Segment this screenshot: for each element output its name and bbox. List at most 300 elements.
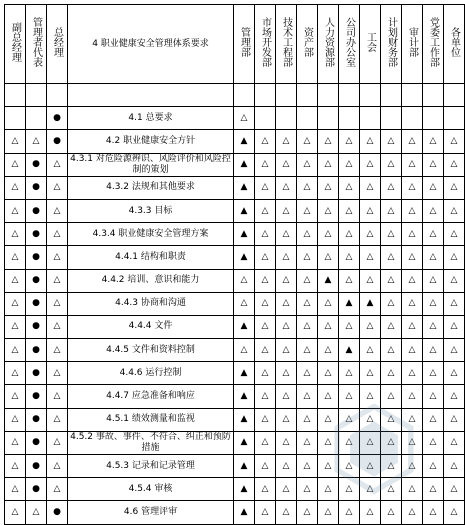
dept-cell-8: △ (402, 130, 423, 153)
gm-cell: ● (47, 501, 68, 524)
dept-cell-9: △ (423, 223, 444, 246)
table-row (5, 478, 465, 501)
dept-cell-9: △ (423, 339, 444, 362)
dept-cell-8: △ (402, 408, 423, 431)
table-row (5, 339, 465, 362)
dept-cell-6: △ (360, 223, 381, 246)
rep-cell: ● (26, 223, 47, 246)
dept-cell-3: △ (297, 385, 318, 408)
dept-cell-8: △ (402, 199, 423, 222)
table-row (5, 107, 465, 130)
dept-cell-8 (402, 107, 423, 130)
dept-cell-8: △ (402, 501, 423, 524)
dept-cell-1: △ (255, 176, 276, 199)
dept-cell-5: △ (339, 153, 360, 176)
dept-cell-2: △ (276, 385, 297, 408)
dept-cell-2: △ (276, 269, 297, 292)
dept-cell-0: ▲ (234, 501, 255, 524)
dept-cell-4: ▲ (318, 269, 339, 292)
leader-cell: △ (5, 315, 26, 338)
dept-cell-1: △ (255, 339, 276, 362)
leader-cell (5, 84, 26, 107)
dept-cell-10: △ (444, 455, 465, 478)
leader-cell: △ (5, 176, 26, 199)
dept-cell-1: △ (255, 362, 276, 385)
gm-cell: △ (47, 455, 68, 478)
rep-cell: ● (26, 292, 47, 315)
table-row (5, 455, 465, 478)
table-row (5, 431, 465, 454)
dept-cell-4: △ (318, 339, 339, 362)
table-row (5, 130, 465, 153)
dept-cell-7: △ (381, 130, 402, 153)
dept-cell-5: △ (339, 269, 360, 292)
rep-cell: ● (26, 408, 47, 431)
dept-cell-7: △ (381, 455, 402, 478)
dept-cell-0 (234, 84, 255, 107)
dept-cell-1: △ (255, 501, 276, 524)
dept-cell-0: △ (234, 292, 255, 315)
dept-cell-6: △ (360, 478, 381, 501)
header-dept-6: 工会 (360, 5, 381, 84)
dept-cell-4: △ (318, 315, 339, 338)
dept-cell-5: △ (339, 315, 360, 338)
dept-cell-4 (318, 107, 339, 130)
gm-cell: ● (47, 130, 68, 153)
leader-cell: △ (5, 385, 26, 408)
dept-cell-9: △ (423, 199, 444, 222)
dept-cell-3: △ (297, 339, 318, 362)
dept-cell-5: △ (339, 408, 360, 431)
leader-cell: △ (5, 130, 26, 153)
gm-cell: △ (47, 246, 68, 269)
rep-cell: ● (26, 385, 47, 408)
table-row (5, 176, 465, 199)
dept-cell-8: △ (402, 223, 423, 246)
dept-cell-6: △ (360, 130, 381, 153)
dept-cell-1: △ (255, 431, 276, 454)
dept-cell-1: △ (255, 223, 276, 246)
dept-cell-7: △ (381, 501, 402, 524)
rep-cell: ● (26, 455, 47, 478)
dept-cell-2: △ (276, 362, 297, 385)
requirement-cell: 4.1 总要求 (68, 107, 234, 130)
dept-cell-7: △ (381, 408, 402, 431)
dept-cell-6: △ (360, 315, 381, 338)
dept-cell-5: △ (339, 223, 360, 246)
dept-cell-7: △ (381, 478, 402, 501)
gm-cell (47, 84, 68, 107)
dept-cell-5 (339, 84, 360, 107)
requirement-cell (68, 84, 234, 107)
dept-cell-5: ▲ (339, 339, 360, 362)
dept-cell-3: △ (297, 455, 318, 478)
dept-cell-3: △ (297, 199, 318, 222)
dept-cell-9: △ (423, 176, 444, 199)
dept-cell-1: △ (255, 130, 276, 153)
header-leader: 副总经理 (5, 5, 26, 84)
dept-cell-2: △ (276, 478, 297, 501)
dept-cell-8 (402, 84, 423, 107)
dept-cell-5 (339, 107, 360, 130)
dept-cell-9: △ (423, 130, 444, 153)
dept-cell-9: △ (423, 501, 444, 524)
header-dept-2: 技术工程部 (276, 5, 297, 84)
dept-cell-9: △ (423, 385, 444, 408)
header-dept-7: 计划财务部 (381, 5, 402, 84)
dept-cell-6: △ (360, 385, 381, 408)
table-row (5, 269, 465, 292)
dept-cell-1: △ (255, 478, 276, 501)
dept-cell-9: △ (423, 478, 444, 501)
dept-cell-9: △ (423, 269, 444, 292)
requirement-cell: 4.4.5 文件和资料控制 (68, 339, 234, 362)
dept-cell-7: △ (381, 199, 402, 222)
dept-cell-9: △ (423, 408, 444, 431)
dept-cell-7: △ (381, 223, 402, 246)
dept-cell-7: △ (381, 269, 402, 292)
leader-cell: △ (5, 223, 26, 246)
dept-cell-5: △ (339, 199, 360, 222)
gm-cell: △ (47, 153, 68, 176)
dept-cell-10: △ (444, 385, 465, 408)
table-row (5, 362, 465, 385)
dept-cell-3 (297, 107, 318, 130)
dept-cell-5: △ (339, 362, 360, 385)
rep-cell (26, 107, 47, 130)
dept-cell-7 (381, 107, 402, 130)
dept-cell-1: △ (255, 246, 276, 269)
requirement-cell: 4.3.3 目标 (68, 199, 234, 222)
gm-cell: △ (47, 431, 68, 454)
leader-cell: △ (5, 292, 26, 315)
dept-cell-7: △ (381, 339, 402, 362)
dept-cell-5: △ (339, 385, 360, 408)
header-gm: 总经理 (47, 5, 68, 84)
leader-cell: △ (5, 339, 26, 362)
dept-cell-2: △ (276, 408, 297, 431)
dept-cell-10: △ (444, 478, 465, 501)
dept-cell-6: △ (360, 176, 381, 199)
rep-cell: ● (26, 431, 47, 454)
dept-cell-10: △ (444, 315, 465, 338)
rep-cell: ● (26, 315, 47, 338)
table-row (5, 385, 465, 408)
dept-cell-10: △ (444, 130, 465, 153)
dept-cell-6: △ (360, 269, 381, 292)
dept-cell-0: ▲ (234, 315, 255, 338)
dept-cell-1: △ (255, 269, 276, 292)
dept-cell-7: △ (381, 315, 402, 338)
dept-cell-1: △ (255, 408, 276, 431)
dept-cell-6: △ (360, 199, 381, 222)
dept-cell-5: △ (339, 176, 360, 199)
requirement-cell: 4.4.2 培训、意识和能力 (68, 269, 234, 292)
gm-cell: △ (47, 385, 68, 408)
dept-cell-8: △ (402, 362, 423, 385)
header-dept-10: 各单位 (444, 5, 465, 84)
dept-cell-0: ▲ (234, 223, 255, 246)
requirement-cell: 4.4.3 协商和沟通 (68, 292, 234, 315)
dept-cell-10: △ (444, 199, 465, 222)
dept-cell-3: △ (297, 431, 318, 454)
dept-cell-2: △ (276, 339, 297, 362)
leader-cell: △ (5, 269, 26, 292)
dept-cell-8: △ (402, 385, 423, 408)
dept-cell-9: △ (423, 455, 444, 478)
dept-cell-8: △ (402, 153, 423, 176)
dept-cell-1: △ (255, 315, 276, 338)
dept-cell-3: △ (297, 292, 318, 315)
dept-cell-4 (318, 84, 339, 107)
header-dept-1: 市场开发部 (255, 5, 276, 84)
dept-cell-1 (255, 107, 276, 130)
dept-cell-8: △ (402, 431, 423, 454)
rep-cell: ● (26, 269, 47, 292)
dept-cell-10 (444, 107, 465, 130)
requirement-cell: 4.5.4 审核 (68, 478, 234, 501)
dept-cell-3: △ (297, 223, 318, 246)
dept-cell-4: △ (318, 478, 339, 501)
dept-cell-4: △ (318, 455, 339, 478)
leader-cell: △ (5, 408, 26, 431)
dept-cell-1: △ (255, 385, 276, 408)
dept-cell-7: △ (381, 362, 402, 385)
dept-cell-3 (297, 84, 318, 107)
dept-cell-8: △ (402, 292, 423, 315)
dept-cell-3: △ (297, 153, 318, 176)
dept-cell-4: △ (318, 223, 339, 246)
gm-cell: △ (47, 292, 68, 315)
dept-cell-8: △ (402, 315, 423, 338)
requirement-cell: 4.6 管理评审 (68, 501, 234, 524)
dept-cell-6 (360, 107, 381, 130)
dept-cell-0: ▲ (234, 153, 255, 176)
table-row (5, 153, 465, 176)
table-row (5, 408, 465, 431)
dept-cell-6 (360, 84, 381, 107)
dept-cell-3: △ (297, 408, 318, 431)
dept-cell-7: △ (381, 292, 402, 315)
rep-cell (26, 84, 47, 107)
header-dept-3: 资产部 (297, 5, 318, 84)
dept-cell-2: △ (276, 176, 297, 199)
dept-cell-2: △ (276, 246, 297, 269)
requirement-cell: 4.5.3 记录和记录管理 (68, 455, 234, 478)
dept-cell-6: ▲ (360, 292, 381, 315)
dept-cell-4: △ (318, 408, 339, 431)
gm-cell: △ (47, 339, 68, 362)
dept-cell-8: △ (402, 246, 423, 269)
dept-cell-0: ▲ (234, 408, 255, 431)
dept-cell-4: △ (318, 501, 339, 524)
dept-cell-5: △ (339, 478, 360, 501)
gm-cell: △ (47, 315, 68, 338)
dept-cell-10: △ (444, 408, 465, 431)
dept-cell-2: △ (276, 455, 297, 478)
dept-cell-8: △ (402, 176, 423, 199)
dept-cell-0: ▲ (234, 362, 255, 385)
dept-cell-5: ▲ (339, 292, 360, 315)
leader-cell: △ (5, 153, 26, 176)
gm-cell: ● (47, 107, 68, 130)
dept-cell-6: △ (360, 246, 381, 269)
requirement-cell: 4.3.1 对危险源辨识、风险评价和风险控制的策划 (68, 153, 234, 176)
dept-cell-0: ▲ (234, 478, 255, 501)
table-row (5, 315, 465, 338)
rep-cell: ● (26, 478, 47, 501)
rep-cell: ● (26, 246, 47, 269)
dept-cell-4: △ (318, 292, 339, 315)
gm-cell: △ (47, 269, 68, 292)
dept-cell-2: △ (276, 292, 297, 315)
leader-cell: △ (5, 455, 26, 478)
rep-cell: ● (26, 362, 47, 385)
dept-cell-8: △ (402, 455, 423, 478)
dept-cell-7: △ (381, 431, 402, 454)
gm-cell: △ (47, 362, 68, 385)
leader-cell: △ (5, 501, 26, 524)
dept-cell-10: △ (444, 269, 465, 292)
dept-cell-10 (444, 84, 465, 107)
header-dept-0: 管理部 (234, 5, 255, 84)
leader-cell: △ (5, 246, 26, 269)
dept-cell-4: △ (318, 130, 339, 153)
gm-cell: △ (47, 176, 68, 199)
header-dept-4: 人力资源部 (318, 5, 339, 84)
requirement-cell: 4.4.7 应急准备和响应 (68, 385, 234, 408)
dept-cell-0: ▲ (234, 199, 255, 222)
requirement-cell: 4.2 职业健康安全方针 (68, 130, 234, 153)
dept-cell-0: ▲ (234, 246, 255, 269)
dept-cell-8: △ (402, 339, 423, 362)
dept-cell-2: △ (276, 223, 297, 246)
dept-cell-4: △ (318, 362, 339, 385)
table-row (5, 246, 465, 269)
table-row (5, 501, 465, 524)
dept-cell-2: △ (276, 199, 297, 222)
dept-cell-4: △ (318, 431, 339, 454)
dept-cell-0: ▲ (234, 130, 255, 153)
dept-cell-6: △ (360, 408, 381, 431)
dept-cell-10: △ (444, 223, 465, 246)
dept-cell-2: △ (276, 431, 297, 454)
dept-cell-6: △ (360, 339, 381, 362)
requirement-cell: 4.4.4 文件 (68, 315, 234, 338)
dept-cell-6: △ (360, 431, 381, 454)
dept-cell-9 (423, 84, 444, 107)
dept-cell-3: △ (297, 501, 318, 524)
dept-cell-7: △ (381, 385, 402, 408)
dept-cell-5: △ (339, 455, 360, 478)
leader-cell: △ (5, 431, 26, 454)
header-dept-8: 审计部 (402, 5, 423, 84)
rep-cell: ● (26, 153, 47, 176)
dept-cell-6: △ (360, 362, 381, 385)
table-row (5, 223, 465, 246)
dept-cell-4: △ (318, 153, 339, 176)
dept-cell-10: △ (444, 246, 465, 269)
gm-cell: △ (47, 199, 68, 222)
leader-cell: △ (5, 362, 26, 385)
requirement-cell: 4.3.4 职业健康安全管理方案 (68, 223, 234, 246)
dept-cell-9: △ (423, 315, 444, 338)
requirement-cell: 4.3.2 法规和其他要求 (68, 176, 234, 199)
dept-cell-2 (276, 84, 297, 107)
dept-cell-5: △ (339, 431, 360, 454)
requirement-cell: 4.5.2 事故、事件、不符合、纠正和预防措施 (68, 431, 234, 454)
dept-cell-6: △ (360, 153, 381, 176)
dept-cell-1: △ (255, 292, 276, 315)
dept-cell-4: △ (318, 385, 339, 408)
rep-cell: △ (26, 130, 47, 153)
dept-cell-0: ▲ (234, 431, 255, 454)
dept-cell-0: △ (234, 107, 255, 130)
dept-cell-10: △ (444, 501, 465, 524)
rep-cell: ● (26, 339, 47, 362)
table-row (5, 84, 465, 107)
dept-cell-3: △ (297, 130, 318, 153)
dept-cell-0: △ (234, 339, 255, 362)
dept-cell-2: △ (276, 501, 297, 524)
requirement-cell: 4.4.6 运行控制 (68, 362, 234, 385)
dept-cell-5: △ (339, 501, 360, 524)
dept-cell-9: △ (423, 362, 444, 385)
table-row (5, 292, 465, 315)
leader-cell: △ (5, 199, 26, 222)
dept-cell-1: △ (255, 455, 276, 478)
dept-cell-1: △ (255, 153, 276, 176)
dept-cell-10: △ (444, 431, 465, 454)
dept-cell-4: △ (318, 176, 339, 199)
dept-cell-3: △ (297, 478, 318, 501)
dept-cell-5: △ (339, 130, 360, 153)
rep-cell: △ (26, 501, 47, 524)
leader-cell: △ (5, 478, 26, 501)
dept-cell-3: △ (297, 315, 318, 338)
requirement-cell: 4.4.1 结构和职责 (68, 246, 234, 269)
dept-cell-0: ▲ (234, 176, 255, 199)
leader-cell (5, 107, 26, 130)
dept-cell-0: ▲ (234, 455, 255, 478)
dept-cell-10: △ (444, 176, 465, 199)
dept-cell-10: △ (444, 153, 465, 176)
dept-cell-9 (423, 107, 444, 130)
header-rep: 管理者代表 (26, 5, 47, 84)
dept-cell-0: △ (234, 269, 255, 292)
dept-cell-7: △ (381, 153, 402, 176)
dept-cell-1: △ (255, 199, 276, 222)
header-row (5, 5, 465, 84)
dept-cell-3: △ (297, 246, 318, 269)
table-row (5, 199, 465, 222)
gm-cell: △ (47, 408, 68, 431)
dept-cell-1 (255, 84, 276, 107)
rep-cell: ● (26, 199, 47, 222)
dept-cell-7 (381, 84, 402, 107)
rep-cell: ● (26, 176, 47, 199)
dept-cell-7: △ (381, 246, 402, 269)
dept-cell-6: △ (360, 455, 381, 478)
responsibility-matrix-table (4, 4, 465, 525)
dept-cell-2: △ (276, 315, 297, 338)
requirement-cell: 4.5.1 绩效测量和监视 (68, 408, 234, 431)
dept-cell-2 (276, 107, 297, 130)
dept-cell-10: △ (444, 292, 465, 315)
dept-cell-7: △ (381, 176, 402, 199)
dept-cell-9: △ (423, 292, 444, 315)
dept-cell-8: △ (402, 478, 423, 501)
